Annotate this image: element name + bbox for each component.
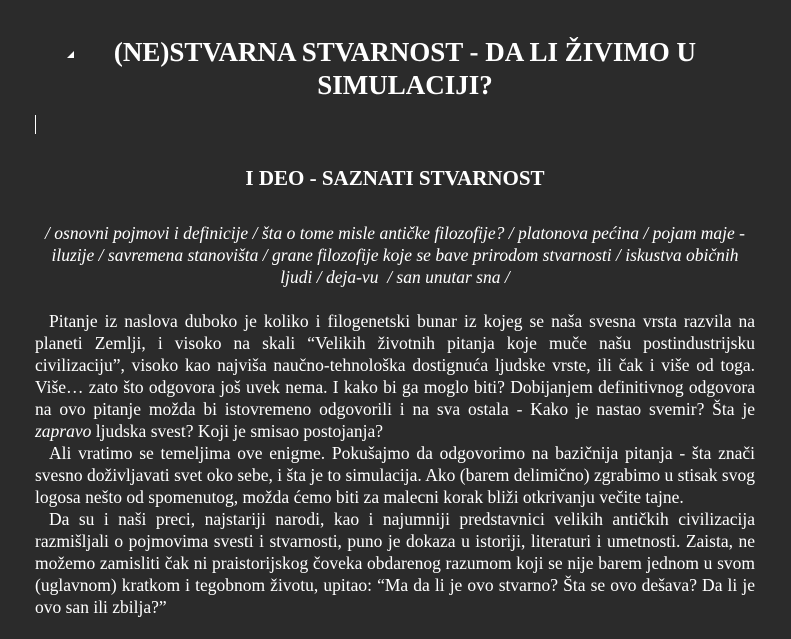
paragraph-1-text-b: ljudska svest? Koji je smisao postojanja?	[91, 421, 384, 441]
text-cursor	[35, 115, 36, 134]
title-line-2: SIMULACIJI?	[317, 70, 493, 100]
title-line-1: (NE)STVARNA STVARNOST - DA LI ŽIVIMO U	[113, 37, 697, 67]
topics-list: / osnovni pojmovi i definicije / šta o tome misle antičke filozofije? / platonova pećina / pojam maje - iluzije / savremena stanovišta / grane filozofije koje se bave prirodom stvarnosti / iskustva običnih ljudi / deja-vu / san unutar sna /	[45, 223, 750, 287]
body-text[interactable]	[35, 310, 755, 618]
paragraph-1	[35, 310, 755, 442]
section-heading: I DEO - SAZNATI STVARNOST	[245, 166, 545, 190]
paragraph-3: Da su i naši preci, najstariji narodi, kao i najumniji predstavnici velikih antičkih civilizacija razmišljali o pojmovima svesti i stvarnosti, puno je dokaza u istoriji, literaturi i umetnosti. Zaista, ne možemo zamisliti čak ni praistorijskog čoveka obdarenog razumom koji se nije barem jednom u svom (uglavnom) kratkom i tegobnom životu, upitao: “Ma da li je ovo stvarno? Šta se ovo dešava? Da li je ovo san ili zbilja?”	[35, 509, 755, 617]
document-title	[60, 36, 740, 102]
paragraph-1-text-a: Pitanje iz naslova duboko je koliko i filogenetski bunar iz kojeg se naša svesna vrsta razvila na planeti Zemlji, i visoko na skali “Velikih životnih pitanja koje muče našu postindustrijsku civilizaciju”, visoko kao najviša naučno-tehnološka dostignuća ljudske vrste, ili čak i više od toga. Više… zato što odgovora još uvek nema. I kako bi ga moglo biti? Dobijanjem definitivnog odgovora na ovo pitanje možda bi istovremeno odgovorili i na sva ostala - Kako je nastao svemir? Šta je	[35, 311, 755, 419]
paragraph-2: Ali vratimo se temeljima ove enigme. Pokušajmo da odgovorimo na bazičnija pitanja - šta znači svesno doživljavati svet oko sebe, i šta je to simulacija. Ako (barem delimično) zgrabimo u stisak svog logosa nešto od spomenutog, možda ćemo biti za malecni korak bliži otkrivanju večite tajne.	[35, 443, 755, 507]
paragraph-1-emphasis: zapravo	[35, 421, 92, 441]
